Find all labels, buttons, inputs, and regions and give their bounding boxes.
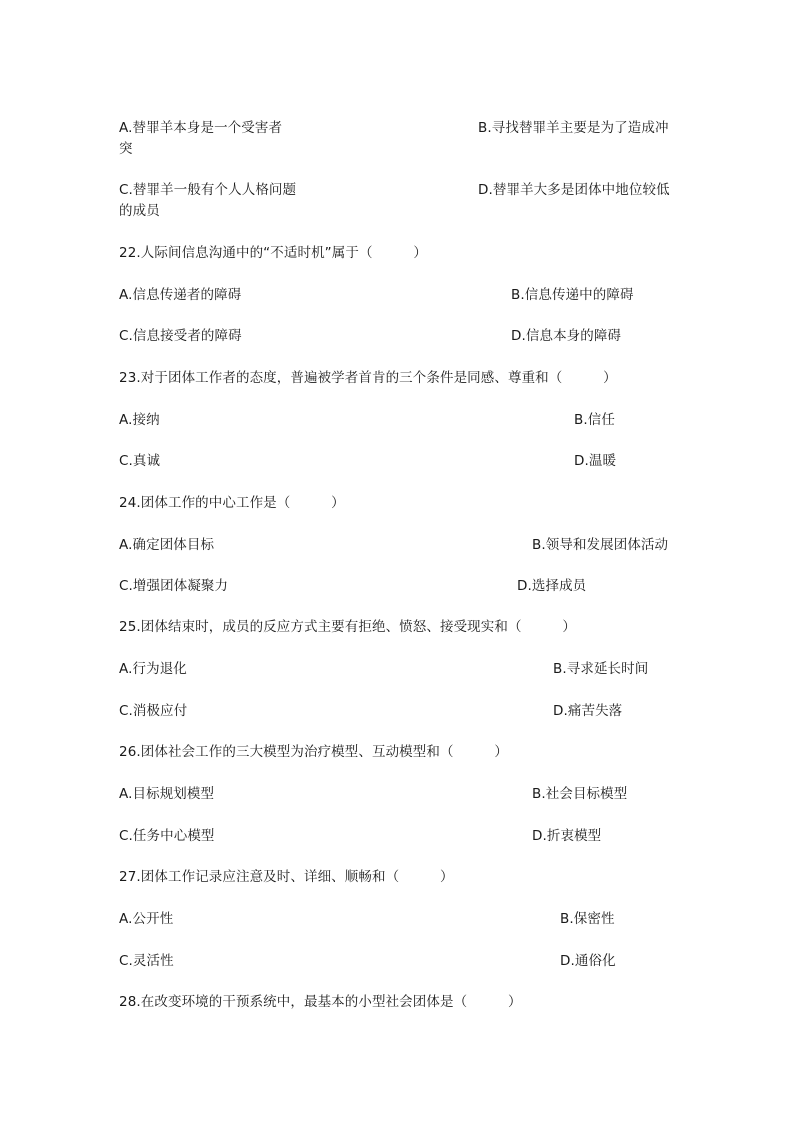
q23-option-d: D.温暖 <box>574 453 617 469</box>
q23-option-c: C.真诚 <box>119 453 161 469</box>
q27-option-d: D.通俗化 <box>560 953 616 969</box>
q26-option-c: C.任务中心模型 <box>119 828 215 844</box>
q27-option-b: B.保密性 <box>560 911 615 927</box>
q22-stem: 22.人际间信息沟通中的“不适时机”属于（ ） <box>119 245 427 261</box>
q24-option-d: D.选择成员 <box>517 578 587 594</box>
q24-option-c: C.增强团体凝聚力 <box>119 578 229 594</box>
q25-option-b: B.寻求延长时间 <box>553 661 649 677</box>
q23-stem: 23.对于团体工作者的态度，普遍被学者首肯的三个条件是同感、尊重和（ ） <box>119 370 617 386</box>
q24-stem: 24.团体工作的中心工作是（ ） <box>119 495 345 511</box>
q25-stem: 25.团体结束时，成员的反应方式主要有拒绝、愤怒、接受现实和（ ） <box>119 619 576 635</box>
q22-option-c: C.信息接受者的障碍 <box>119 328 242 344</box>
q21-option-b-line2: 突 <box>119 141 133 157</box>
q27-option-a: A.公开性 <box>119 911 174 927</box>
q22-option-d: D.信息本身的障碍 <box>511 328 622 344</box>
q22-option-a: A.信息传递者的障碍 <box>119 287 242 303</box>
q26-option-d: D.折衷模型 <box>532 828 602 844</box>
q26-option-a: A.目标规划模型 <box>119 786 215 802</box>
q28-stem: 28.在改变环境的干预系统中，最基本的小型社会团体是（ ） <box>119 994 522 1010</box>
q23-option-a: A.接纳 <box>119 412 160 428</box>
q21-option-b-line1: B.寻找替罪羊主要是为了造成冲 <box>478 120 669 136</box>
q26-option-b: B.社会目标模型 <box>532 786 628 802</box>
q21-option-a: A.替罪羊本身是一个受害者 <box>119 120 283 136</box>
q25-option-d: D.痛苦失落 <box>553 703 623 719</box>
q27-option-c: C.灵活性 <box>119 953 174 969</box>
q21-option-d-line2: 的成员 <box>119 203 160 219</box>
q21-option-d-line1: D.替罪羊大多是团体中地位较低 <box>478 182 670 198</box>
q26-stem: 26.团体社会工作的三大模型为治疗模型、互动模型和（ ） <box>119 744 508 760</box>
q25-option-a: A.行为退化 <box>119 661 187 677</box>
q24-option-b: B.领导和发展团体活动 <box>532 537 669 553</box>
q22-option-b: B.信息传递中的障碍 <box>511 287 634 303</box>
q27-stem: 27.团体工作记录应注意及时、详细、顺畅和（ ） <box>119 869 454 885</box>
q24-option-a: A.确定团体目标 <box>119 537 215 553</box>
q23-option-b: B.信任 <box>574 412 615 428</box>
q21-option-c: C.替罪羊一般有个人人格问题 <box>119 182 297 198</box>
q25-option-c: C.消极应付 <box>119 703 188 719</box>
